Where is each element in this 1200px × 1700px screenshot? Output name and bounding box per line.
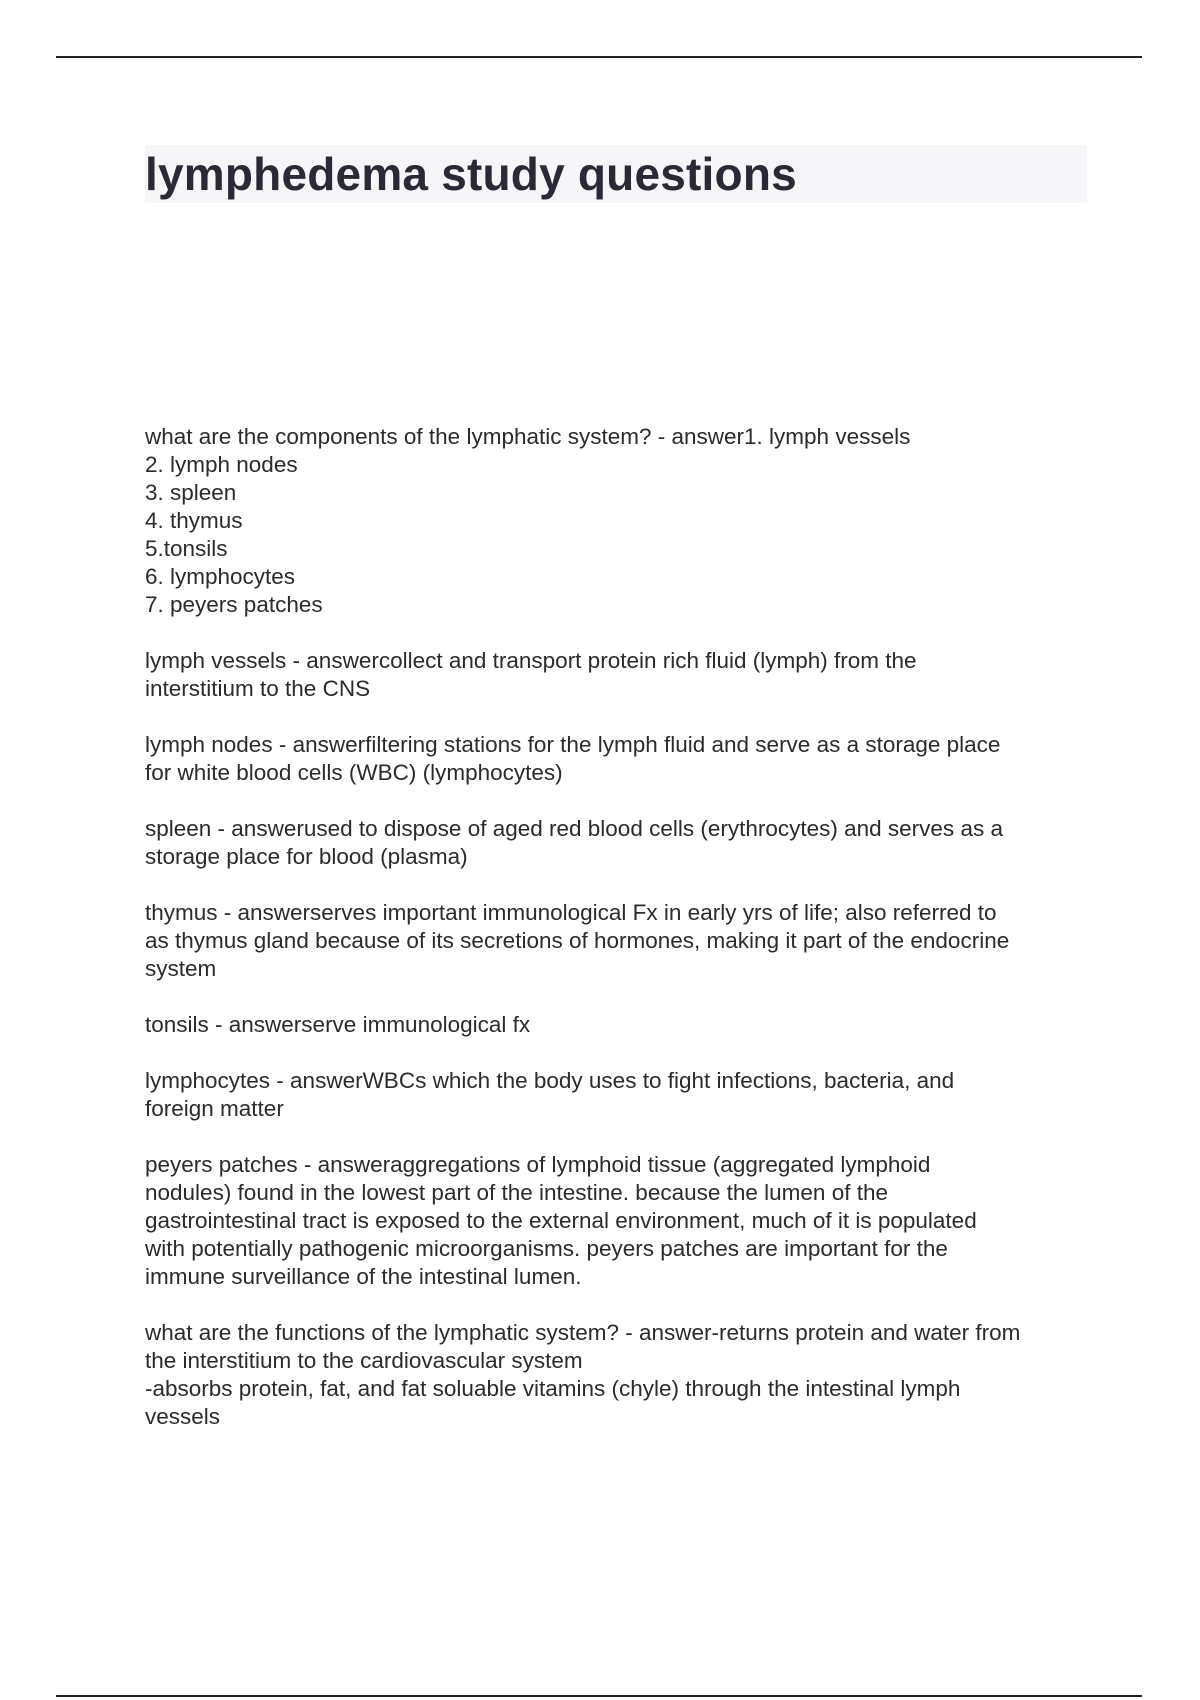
qa-line: interstitium to the CNS — [145, 676, 371, 701]
qa-line: for white blood cells (WBC) (lymphocytes) — [145, 760, 563, 785]
qa-entry-lymph-nodes — [145, 731, 1095, 787]
qa-line: lymph nodes - answerfiltering stations for the lymph fluid and serve as a storage place — [145, 732, 1001, 757]
qa-entry-lymphocytes — [145, 1067, 1095, 1123]
qa-line: nodules) found in the lowest part of the intestine. because the lumen of the — [145, 1180, 888, 1205]
page-title: lymphedema study questions — [145, 148, 797, 200]
qa-entry-components — [145, 423, 1095, 619]
qa-line: foreign matter — [145, 1096, 284, 1121]
qa-line: as thymus gland because of its secretions of hormones, making it part of the endocrine — [145, 928, 1010, 953]
qa-line: -absorbs protein, fat, and fat soluable vitamins (chyle) through the intestinal lymph — [145, 1376, 961, 1401]
qa-line: 6. lymphocytes — [145, 564, 296, 589]
qa-line: system — [145, 956, 217, 981]
qa-line: 4. thymus — [145, 508, 243, 533]
qa-line: lymph vessels - answercollect and transport protein rich fluid (lymph) from the — [145, 648, 917, 673]
qa-list — [145, 423, 1095, 1459]
qa-entry-tonsils — [145, 1011, 1095, 1039]
qa-line: 3. spleen — [145, 480, 237, 505]
qa-line: lymphocytes - answerWBCs which the body uses to fight infections, bacteria, and — [145, 1068, 955, 1093]
qa-entry-lymph-vessels — [145, 647, 1095, 703]
qa-line: immune surveillance of the intestinal lumen. — [145, 1264, 582, 1289]
qa-line: gastrointestinal tract is exposed to the external environment, much of it is populated — [145, 1208, 977, 1233]
qa-entry-thymus — [145, 899, 1095, 983]
qa-line: with potentially pathogenic microorganisms. peyers patches are important for the — [145, 1236, 948, 1261]
bottom-rule — [56, 1695, 1142, 1697]
qa-line: storage place for blood (plasma) — [145, 844, 468, 869]
qa-line: spleen - answerused to dispose of aged red blood cells (erythrocytes) and serves as a — [145, 816, 1003, 841]
qa-line: the interstitium to the cardiovascular system — [145, 1348, 583, 1373]
qa-line: peyers patches - answeraggregations of lymphoid tissue (aggregated lymphoid — [145, 1152, 931, 1177]
qa-line: tonsils - answerserve immunological fx — [145, 1012, 531, 1037]
qa-line: what are the functions of the lymphatic system? - answer-returns protein and water from — [145, 1320, 1021, 1345]
qa-line: 5.tonsils — [145, 536, 228, 561]
qa-line: thymus - answerserves important immunological Fx in early yrs of life; also referred to — [145, 900, 997, 925]
qa-line: 7. peyers patches — [145, 592, 323, 617]
qa-entry-spleen — [145, 815, 1095, 871]
qa-line: what are the components of the lymphatic system? - answer1. lymph vessels — [145, 424, 911, 449]
qa-entry-peyers-patches — [145, 1151, 1095, 1291]
qa-line: vessels — [145, 1404, 221, 1429]
qa-line: 2. lymph nodes — [145, 452, 298, 477]
top-rule — [56, 56, 1142, 58]
qa-entry-functions — [145, 1319, 1095, 1431]
